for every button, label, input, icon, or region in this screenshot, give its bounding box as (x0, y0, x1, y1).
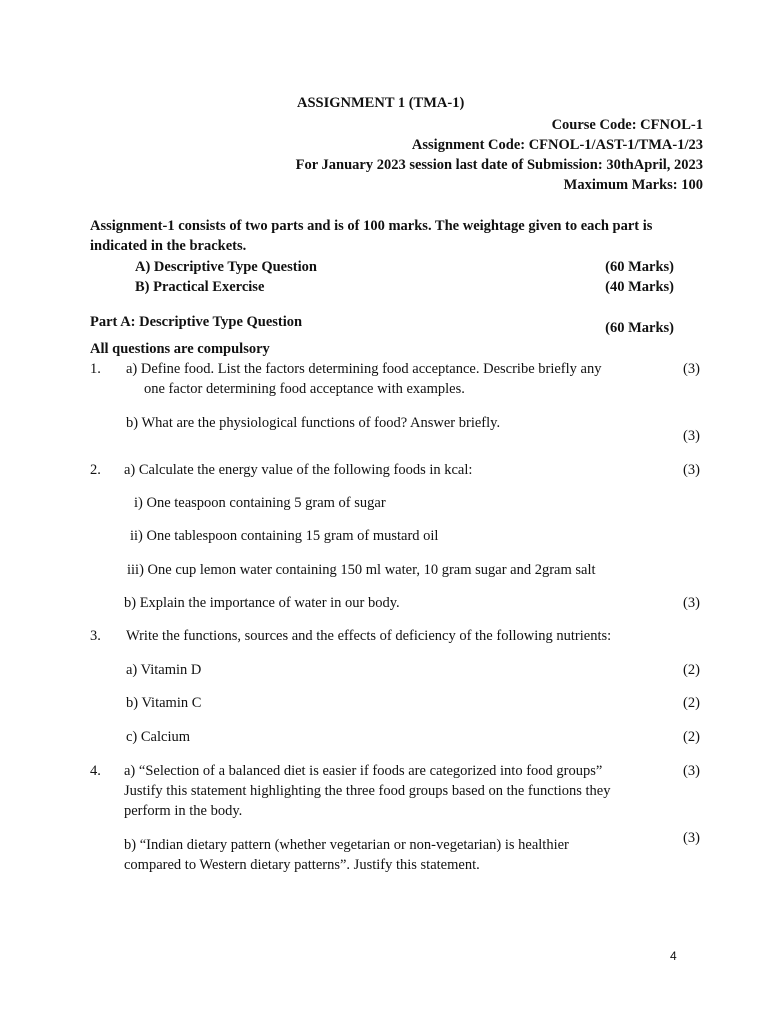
question-2a-ii: ii) One tablespoon containing 15 gram of mustard oil (130, 528, 439, 544)
part-a-heading-marks: (60 Marks) (605, 320, 674, 336)
question-4a-line-2: Justify this statement highlighting the three food groups based on the functions they (124, 783, 611, 799)
question-3a: a) Vitamin D (126, 662, 202, 678)
question-3-number: 3. (90, 628, 101, 644)
question-4a-line-1: a) “Selection of a balanced diet is easier if foods are categorized into food groups” (124, 763, 603, 779)
compulsory-note: All questions are compulsory (90, 341, 270, 357)
assignment-title: ASSIGNMENT 1 (TMA-1) (297, 95, 465, 111)
question-2b: b) Explain the importance of water in our body. (124, 595, 400, 611)
question-1a-line-1: a) Define food. List the factors determining food acceptance. Describe briefly any (126, 361, 602, 377)
question-4a-marks: (3) (683, 763, 700, 779)
part-b-label: B) Practical Exercise (135, 279, 265, 295)
question-1-number: 1. (90, 361, 101, 377)
maximum-marks: Maximum Marks: 100 (563, 177, 703, 193)
intro-line-1: Assignment-1 consists of two parts and is of 100 marks. The weightage given to each part is (90, 218, 653, 234)
question-2b-marks: (3) (683, 595, 700, 611)
question-4b-line-1: b) “Indian dietary pattern (whether vegetarian or non-vegetarian) is healthier (124, 837, 569, 853)
question-1a-line-2: one factor determining food acceptance with examples. (144, 381, 465, 397)
question-3b: b) Vitamin C (126, 695, 202, 711)
question-4a-line-3: perform in the body. (124, 803, 243, 819)
page-number: 4 (670, 949, 677, 963)
question-2-number: 2. (90, 462, 101, 478)
part-a-marks: (60 Marks) (605, 259, 674, 275)
part-a-heading: Part A: Descriptive Type Question (90, 314, 303, 330)
question-2a: a) Calculate the energy value of the following foods in kcal: (124, 462, 473, 478)
question-1b-marks: (3) (683, 428, 700, 444)
question-2a-i: i) One teaspoon containing 5 gram of sugar (134, 495, 386, 511)
question-1a-marks: (3) (683, 361, 700, 377)
question-3-text: Write the functions, sources and the effects of deficiency of the following nutrients: (126, 628, 612, 644)
question-3b-marks: (2) (683, 695, 700, 711)
question-1b: b) What are the physiological functions of food? Answer briefly. (126, 415, 501, 431)
question-2a-marks: (3) (683, 462, 700, 478)
assignment-code: Assignment Code: CFNOL-1/AST-1/TMA-1/23 (411, 137, 703, 153)
intro-line-2: indicated in the brackets. (90, 238, 247, 254)
part-b-marks: (40 Marks) (605, 279, 674, 295)
course-code: Course Code: CFNOL-1 (551, 117, 703, 133)
question-4b-marks: (3) (683, 830, 700, 846)
submission-date: For January 2023 session last date of Submission: 30thApril, 2023 (295, 157, 703, 173)
question-4b-line-2: compared to Western dietary patterns”. Justify this statement. (124, 857, 480, 873)
question-3c: c) Calcium (126, 729, 191, 745)
question-3a-marks: (2) (683, 662, 700, 678)
question-2a-iii: iii) One cup lemon water containing 150 ml water, 10 gram sugar and 2gram salt (127, 562, 596, 578)
question-4-number: 4. (90, 763, 101, 779)
question-3c-marks: (2) (683, 729, 700, 745)
part-a-label: A) Descriptive Type Question (135, 259, 317, 275)
